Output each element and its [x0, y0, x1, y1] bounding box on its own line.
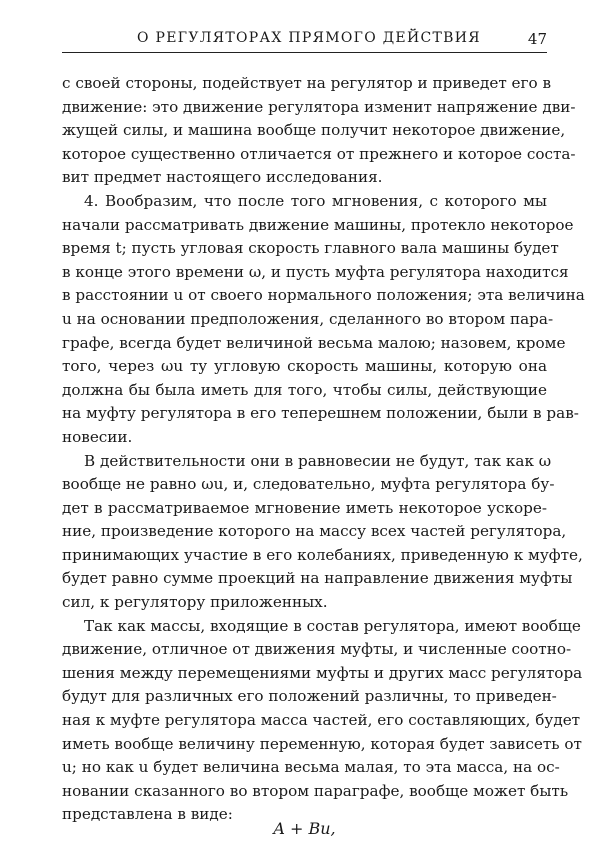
- formula: A + Bu,: [273, 819, 336, 838]
- text-line: того, через ωu ту угловую скорость машины, которую она: [62, 357, 547, 376]
- page-number: 47: [527, 30, 547, 48]
- text-line: 4. Вообразим, что после того мгновения, с которого мы: [84, 191, 547, 210]
- text-line: движение, отличное от движения муфты, и численные соотно-: [62, 640, 572, 659]
- text-line: которое существенно отличается от прежнего и которое соста-: [62, 144, 576, 163]
- text-line: дет в рассматриваемое мгновение иметь некоторое ускоре-: [62, 498, 547, 517]
- text-line: u на основании предположения, сделанного во втором пара-: [62, 309, 554, 328]
- text-line: принимающих участие в его колебаниях, приведенную к муфте,: [62, 545, 583, 564]
- text-line: вит предмет настоящего исследования.: [62, 168, 383, 187]
- text-line: время t; пусть угловая скорость главного вала машины будет: [62, 239, 559, 258]
- text-line: вообще не равно ωu, и, следовательно, муфта регулятора бу-: [62, 475, 555, 494]
- text-line: В действительности они в равновесии не будут, так как ω: [84, 451, 552, 470]
- text-line: в расстоянии u от своего нормального положения; эта величина: [62, 286, 585, 305]
- text-line: с своей стороны, подействует на регулятор и приведет его в: [62, 74, 552, 92]
- text-line: на муфту регулятора в его теперешнем положении, были в рав-: [62, 404, 579, 423]
- text-line: ная к муфте регулятора масса частей, его составляющих, будет: [62, 711, 581, 730]
- header-rule: [62, 52, 547, 53]
- text-line: в конце этого времени ω, и пусть муфта регулятора находится: [62, 262, 569, 281]
- page-header: [62, 24, 547, 52]
- running-title: О РЕГУЛЯТОРАХ ПРЯМОГО ДЕЙСТВИЯ: [137, 30, 481, 46]
- text-line: представлена в виде:: [62, 805, 233, 824]
- text-line: будут для различных его положений различны, то приведен-: [62, 687, 557, 706]
- text-line: должна бы была иметь для того, чтобы силы, действующие: [62, 380, 547, 399]
- body-text: [62, 72, 585, 827]
- text-line: новании сказанного во втором параграфе, вообще может быть: [62, 781, 569, 800]
- text-line: Так как массы, входящие в состав регулятора, имеют вообще: [84, 616, 581, 635]
- text-line: графе, всегда будет величиной весьма малою; назовем, кроме: [62, 333, 566, 352]
- text-line: иметь вообще величину переменную, которая будет зависеть от: [62, 734, 582, 753]
- text-line: движение: это движение регулятора изменит напряжение дви-: [62, 97, 576, 116]
- text-line: ние, произведение которого на массу всех частей регулятора,: [62, 522, 567, 541]
- text-line: жущей силы, и машина вообще получит некоторое движение,: [62, 121, 566, 140]
- text-line: будет равно сумме проекций на направление движения муфты: [62, 569, 573, 588]
- text-line: новесии.: [62, 427, 133, 446]
- text-line: шения между перемещениями муфты и других масс регулятора: [62, 663, 583, 682]
- text-line: сил, к регулятору приложенных.: [62, 593, 328, 612]
- text-line: начали рассматривать движение машины, протекло некоторое: [62, 215, 574, 234]
- text-line: u; но как u будет величина весьма малая, то эта масса, на ос-: [62, 758, 560, 777]
